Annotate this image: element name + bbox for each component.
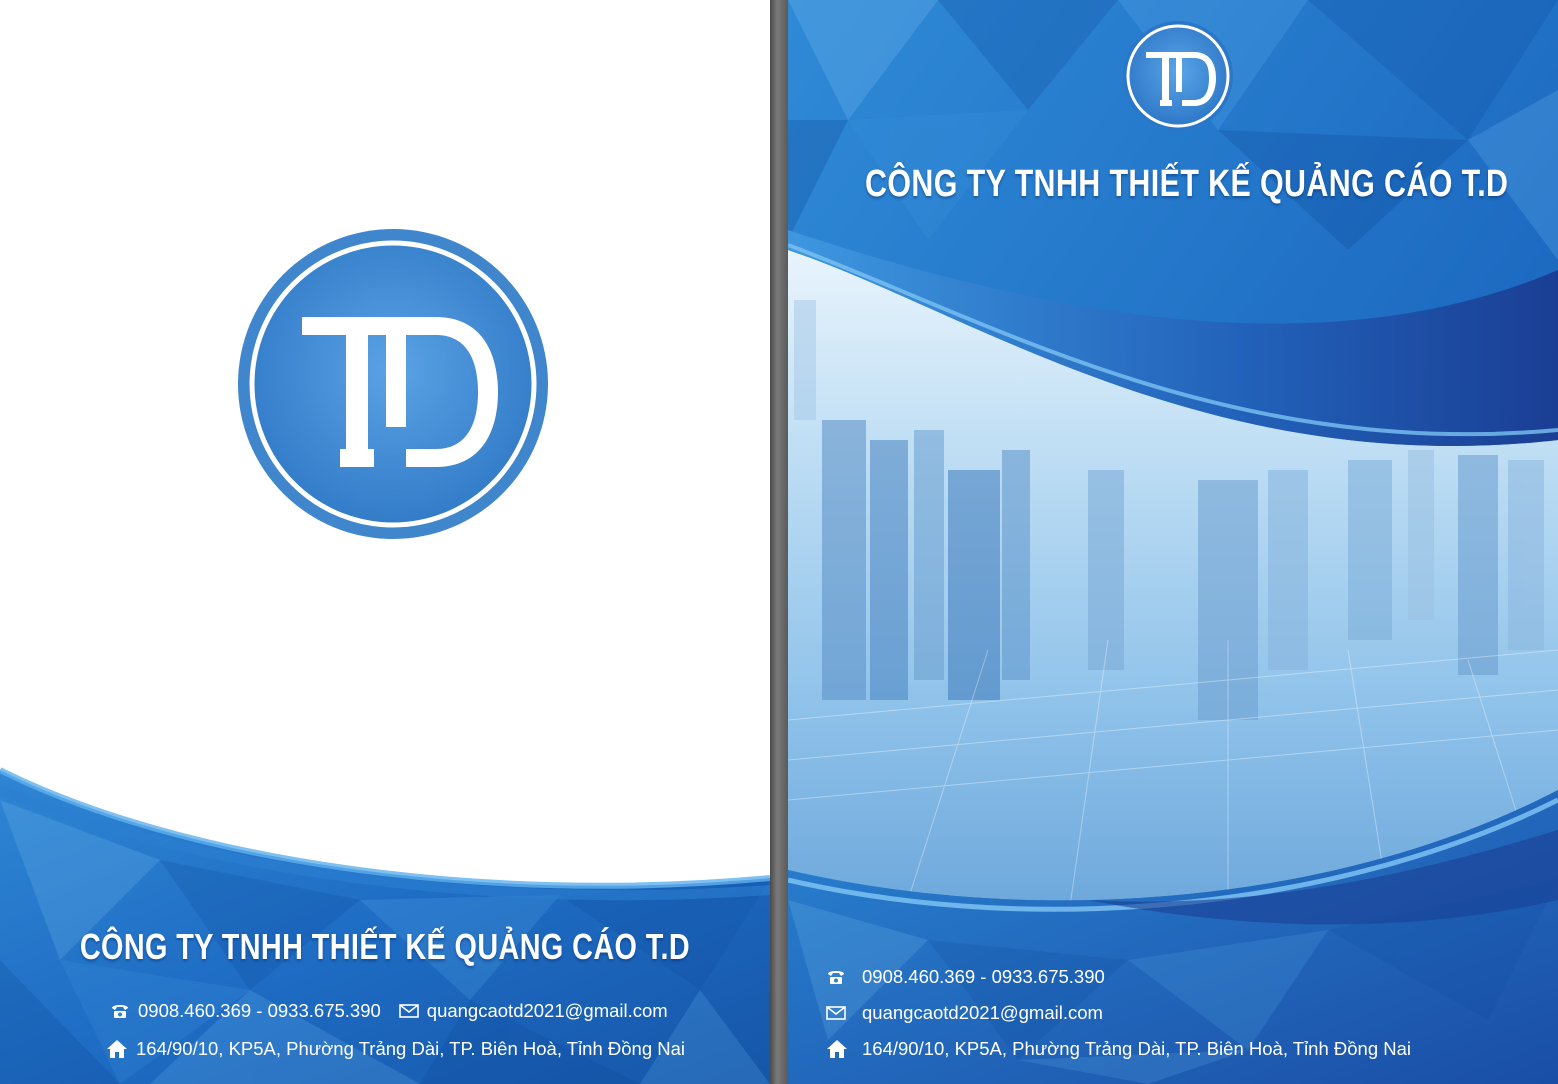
contact-phone-email-line [110, 1000, 668, 1022]
email-address: quangcaotd2021@gmail.com [426, 1000, 668, 1021]
address: 164/90/10, KP5A, Phường Trảng Dài, TP. Biên Hoà, Tỉnh Đồng Nai [862, 1038, 1412, 1059]
spine-gutter [770, 0, 788, 1084]
phone-icon [826, 968, 846, 986]
contact-address-line [826, 1038, 1411, 1060]
email-address: quangcaotd2021@gmail.com [862, 1002, 1103, 1023]
address: 164/90/10, KP5A, Phường Trảng Dài, TP. Biên Hoà, Tỉnh Đồng Nai [136, 1038, 686, 1059]
company-name: CÔNG TY TNHH THIẾT KẾ QUẢNG CÁO T.D [865, 163, 1509, 205]
front-cover-page [788, 0, 1558, 1084]
contact-phone-line [826, 966, 1105, 988]
phone-number: 0908.460.369 - 0933.675.390 [862, 966, 1105, 987]
mail-icon [399, 1004, 419, 1018]
back-cover-page [0, 0, 770, 1084]
phone-number: 0908.460.369 - 0933.675.390 [138, 1000, 381, 1021]
td-logo [236, 227, 550, 546]
home-icon [106, 1039, 128, 1059]
home-icon [826, 1039, 848, 1059]
contact-address-line [106, 1038, 685, 1060]
phone-icon [110, 1002, 130, 1020]
td-logo [1120, 20, 1236, 137]
mail-icon [826, 1006, 846, 1020]
contact-email-line [826, 1002, 1103, 1024]
company-name: CÔNG TY TNHH THIẾT KẾ QUẢNG CÁO T.D [79, 926, 691, 967]
